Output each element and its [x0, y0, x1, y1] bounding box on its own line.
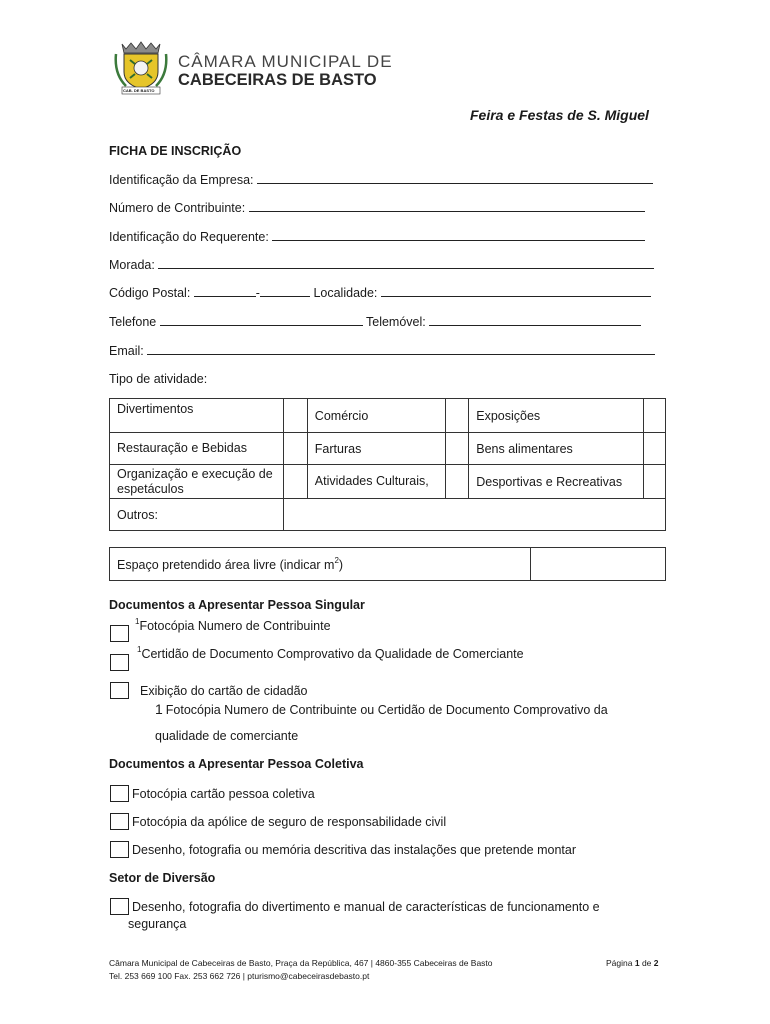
activity-outros: Outros: [110, 499, 284, 531]
field-empresa-line[interactable] [257, 173, 653, 184]
activity-exposicoes: Exposições [469, 399, 643, 433]
field-codigo-postal-label: Código Postal: [109, 286, 191, 300]
organization-name-line2: CABECEIRAS DE BASTO [178, 71, 377, 89]
singular-certidao-text: Certidão de Documento Comprovativo da Qualidade de Comerciante [141, 647, 524, 661]
activity-desportivas-checkbox[interactable] [643, 465, 665, 499]
page-number [606, 958, 659, 968]
diversao-line2: segurança [128, 917, 187, 931]
activity-culturais-checkbox[interactable] [445, 465, 469, 499]
footer-contacts: Tel. 253 669 100 Fax. 253 662 726 | pturismo@cabeceirasdebasto.pt [109, 971, 370, 981]
activity-espetaculos-checkbox[interactable] [284, 465, 308, 499]
singular-nif-item [135, 617, 331, 633]
space-area-input[interactable] [531, 548, 666, 581]
singular-footnote-num: 1 [155, 701, 163, 717]
field-empresa [109, 173, 653, 187]
coletiva-desenho-text: Desenho, fotografia ou memória descritiva das instalações que pretende montar [132, 843, 577, 857]
field-telemovel-line[interactable] [429, 315, 641, 326]
singular-certidao-item [137, 645, 524, 661]
space-area-label [110, 548, 531, 581]
activity-bens-alimentares: Bens alimentares [469, 433, 643, 465]
space-area-unit-sup: 2 [334, 556, 339, 565]
field-requerente-label: Identificação do Requerente: [109, 230, 269, 244]
coletiva-seguro-checkbox[interactable] [110, 813, 129, 830]
space-area-label-text: Espaço pretendido área livre (indicar m [117, 558, 335, 572]
field-morada [109, 258, 654, 272]
field-telemovel-label: Telemóvel: [366, 315, 426, 329]
field-telefone [109, 315, 641, 329]
field-localidade-label: Localidade: [313, 286, 378, 300]
field-contribuinte [109, 201, 645, 215]
field-morada-label: Morada: [109, 258, 155, 272]
field-requerente-line[interactable] [272, 230, 645, 241]
page-current: 1 [634, 958, 640, 968]
singular-certidao-sup: 1 [137, 645, 142, 654]
activity-restauracao-checkbox[interactable] [284, 433, 308, 465]
activity-culturais: Atividades Culturais, [307, 465, 445, 499]
singular-footnote-line1: Fotocópia Numero de Contribuinte ou Certidão de Documento Comprovativo da [165, 703, 608, 717]
diversao-desenho-checkbox[interactable] [110, 898, 129, 915]
activity-bens-alimentares-checkbox[interactable] [643, 433, 665, 465]
codigo-postal-dash: - [255, 286, 260, 300]
activity-farturas-checkbox[interactable] [445, 433, 469, 465]
coletiva-docs-heading: Documentos a Apresentar Pessoa Coletiva [109, 757, 364, 771]
field-email [109, 344, 655, 358]
field-requerente [109, 230, 645, 244]
field-contribuinte-line[interactable] [249, 201, 645, 212]
activity-comercio: Comércio [307, 399, 445, 433]
singular-cartao-text: Exibição do cartão de cidadão [140, 684, 308, 698]
singular-docs-heading: Documentos a Apresentar Pessoa Singular [109, 598, 365, 612]
singular-footnote-line2: qualidade de comerciante [155, 729, 299, 743]
page-of: de [641, 958, 652, 968]
singular-cartao-checkbox[interactable] [110, 682, 129, 699]
codigo-postal-part2-line[interactable] [260, 286, 310, 297]
space-area-table [109, 547, 666, 581]
singular-nif-checkbox[interactable] [110, 625, 129, 642]
footer-address: Câmara Municipal de Cabeceiras de Basto, Praça da República, 467 | 4860-355 Cabeceiras de Basto [109, 958, 493, 968]
field-empresa-label: Identificação da Empresa: [109, 173, 254, 187]
coletiva-cartao-checkbox[interactable] [110, 785, 129, 802]
singular-nif-sup: 1 [135, 617, 140, 626]
page-total: 2 [653, 958, 659, 968]
form-title: FICHA DE INSCRIÇÃO [109, 144, 242, 158]
activity-divertimentos-checkbox[interactable] [284, 399, 308, 433]
field-morada-line[interactable] [158, 258, 654, 269]
crest-ribbon-text: CAB. DE BASTO [123, 88, 155, 93]
codigo-postal-part1-line[interactable] [194, 286, 256, 297]
tipo-atividade-label: Tipo de atividade: [109, 372, 208, 386]
diversao-heading: Setor de Diversão [109, 871, 216, 885]
organization-name-line1: CÂMARA MUNICIPAL DE [178, 52, 393, 71]
activity-divertimentos: Divertimentos [110, 399, 284, 433]
field-email-line[interactable] [147, 344, 655, 355]
field-codigo-postal [109, 286, 651, 300]
singular-certidao-checkbox[interactable] [110, 654, 129, 671]
activity-restauracao: Restauração e Bebidas [110, 433, 284, 465]
activity-outros-field[interactable] [284, 499, 666, 531]
field-telefone-label: Telefone [109, 315, 157, 329]
singular-footnote [155, 701, 608, 717]
space-area-label-suffix: ) [338, 558, 344, 572]
coletiva-desenho-checkbox[interactable] [110, 841, 129, 858]
coletiva-seguro-text: Fotocópia da apólice de seguro de responsabilidade civil [132, 815, 447, 829]
field-telefone-line[interactable] [160, 315, 363, 326]
page-word: Página [606, 958, 633, 968]
activity-exposicoes-checkbox[interactable] [643, 399, 665, 433]
event-title: Feira e Festas de S. Miguel [470, 107, 649, 123]
field-contribuinte-label: Número de Contribuinte: [109, 201, 246, 215]
field-email-label: Email: [109, 344, 144, 358]
activity-comercio-checkbox[interactable] [445, 399, 469, 433]
activity-type-table [109, 398, 666, 531]
singular-nif-text: Fotocópia Numero de Contribuinte [139, 619, 331, 633]
activity-desportivas: Desportivas e Recreativas [469, 465, 643, 499]
coletiva-cartao-text: Fotocópia cartão pessoa coletiva [132, 787, 315, 801]
field-localidade-line[interactable] [381, 286, 651, 297]
activity-farturas: Farturas [307, 433, 445, 465]
activity-espetaculos: Organização e execução de espetáculos [110, 465, 284, 499]
diversao-line1: Desenho, fotografia do divertimento e manual de características de funcionamento e [132, 900, 600, 914]
